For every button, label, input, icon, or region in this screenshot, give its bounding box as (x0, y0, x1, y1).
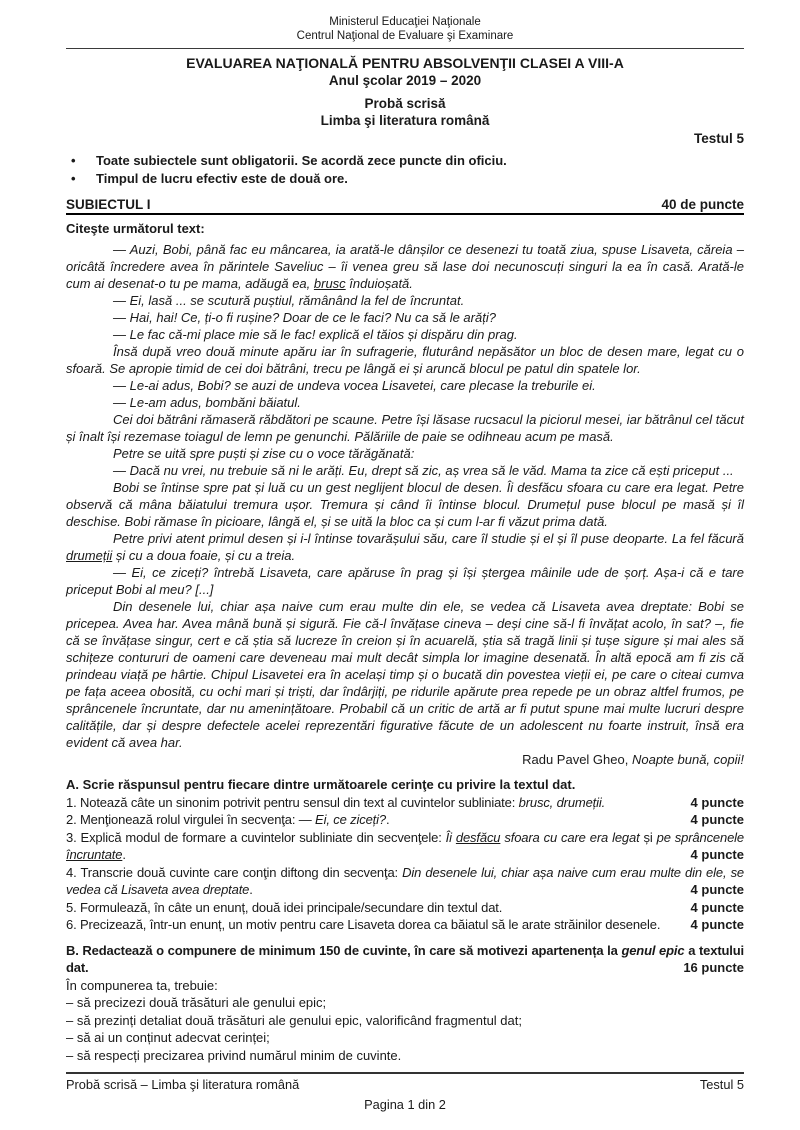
footer-test-number: Testul 5 (699, 1077, 744, 1092)
question-text: 6. Precizează, într-un enunț, un motiv pentru care Lisaveta dorea ca băiatul să le arate străinilor desenele. (66, 917, 661, 932)
excerpt-paragraph: — Ei, lasă ... se scutură puștiul, rămânând la fel de încruntat. (113, 293, 465, 308)
exam-type: Probă scrisă (364, 96, 446, 111)
points-label: 4 puncte (683, 899, 744, 917)
footer-divider (66, 1072, 744, 1074)
section-a-heading: A. Scrie răspunsul pentru fiecare dintre următoarele cerinţe cu privire la textul dat. (66, 777, 576, 792)
question-item-4 (66, 864, 744, 899)
excerpt-paragraph: — Dacă nu vrei, nu trebuie să ni le arăți. Eu, drept să zic, aș vrea să le văd. Mama ta zice că ești priceput ... (113, 463, 734, 478)
work-title: Noapte bună, copii! (631, 752, 744, 767)
page-title: EVALUAREA NAŢIONALĂ PENTRU ABSOLVENŢII CLASEI A VIII-A (186, 55, 624, 71)
points-label: 4 puncte (683, 916, 744, 934)
ministry-line1: Ministerul Educaţiei Naţionale (329, 16, 481, 28)
bullet-icon: • (71, 153, 76, 168)
requirement-item: – să respecți precizarea privind numărul minim de cuvinte. (66, 1047, 402, 1063)
question-item-1 (66, 794, 744, 812)
question-text: 4. Transcrie două cuvinte care conţin diftong din secvenţa: Din desenele lui, chiar așa naive cum erau multe din ele, se vedea că Lisaveta avea dreptate. (66, 864, 745, 897)
requirement-item: – să prezinți detaliat două trăsături ale genului epic, valorificând fragmentul dat; (66, 1012, 522, 1028)
ministry-line2: Centrul Naţional de Evaluare şi Examinare (296, 30, 514, 42)
note-text: Toate subiectele sunt obligatorii. Se acordă zece puncte din oficiu. (96, 153, 507, 168)
points-label: 4 puncte (683, 811, 744, 829)
question-item-6 (66, 916, 744, 934)
school-year: Anul şcolar 2019 – 2020 (328, 73, 482, 88)
excerpt-paragraph: — Le-ai adus, Bobi? se auzi de undeva vocea Lisavetei, care plecase la treburile ei. (113, 378, 596, 393)
points-label: 16 puncte (675, 959, 744, 977)
excerpt-paragraph: — Ei, ce ziceți? întrebă Lisaveta, care apăruse în prag și își ștergea mâinile ude de șorț. Așa-i că e tare priceput Bobi al meu? [...] (66, 565, 744, 597)
excerpt-paragraph: — Hai, hai! Ce, ți-o fi rușine? Doar de ce le faci? Nu ca să le arăți? (113, 310, 496, 325)
section-b-heading (66, 942, 744, 977)
question-item-5 (66, 899, 744, 917)
requirement-item: – să ai un conținut adecvat cerinței; (66, 1030, 270, 1045)
question-text: 1. Notează câte un sinonim potrivit pentru sensul din text al cuvintelor subliniate: brusc, drumeții. (66, 794, 606, 810)
excerpt-paragraph: — Le fac că-mi place mie să le fac! explică el tăios și dispăru din prag. (113, 327, 518, 342)
read-instruction: Citeşte următorul text: (66, 221, 205, 236)
subject-heading (66, 197, 744, 215)
excerpt-paragraph: Petre se uită spre puști și zise cu o voce tărăgănată: (113, 446, 415, 461)
ministry-header (66, 15, 744, 43)
exam-subject: Limba şi literatura română (320, 113, 490, 128)
section-b (66, 942, 744, 1065)
question-text: 5. Formulează, în câte un enunț, două idei principale/secundare din textul dat. (66, 899, 503, 915)
excerpt-paragraph: Însă după vreo două minute apăru iar în sufragerie, fluturând nepăsător un bloc de desen mare, legat cu o sfoară. Se apropie timid de cei doi bătrâni, trecu pe lângă ei și aruncă blocul pe patul din spatele lor. (66, 344, 744, 376)
footer-row (66, 1077, 744, 1093)
points-label: 4 puncte (683, 881, 744, 899)
page-number: Pagina 1 din 2 (364, 1097, 446, 1112)
page-footer (66, 1072, 744, 1113)
excerpt-paragraph: — Le-am adus, bombăni băiatul. (113, 395, 301, 410)
footer-exam-label: Probă scrisă – Limba şi literatura română (66, 1077, 300, 1092)
bullet-icon: • (71, 171, 76, 186)
points-label: 4 puncte (683, 794, 744, 812)
excerpt-paragraph: Cei doi bătrâni rămaseră răbdători pe scaune. Petre își lăsase rucsacul la piciorul mesei, iar bătrânul cel tăcut și înalt își rezemase toiagul de lemn pe genunchi. Pălăriile de paie se odihneau acum pe masă. (66, 412, 744, 444)
attribution (66, 751, 744, 768)
excerpt-paragraph: Bobi se întinse spre pat și luă cu un gest neglijent blocul de desen. Îi desfăcu sfoara cu care era legat. Petre observă că mâna băiatului tremura ușor. Tremura și când îi întinse blocul. Drumețul puse blocul pe masă și îl deschise. Bobi rămase în picioare, lângă el, și se uită la bloc ca și cum l-ar fi văzut prima dată. (66, 480, 744, 529)
test-number: Testul 5 (693, 131, 744, 146)
composition-intro: În compunerea ta, trebuie: (66, 977, 218, 993)
general-notes (66, 152, 744, 188)
literary-excerpt (66, 241, 744, 768)
header-divider (66, 48, 744, 49)
note-text: Timpul de lucru efectiv este de două ore. (96, 171, 348, 186)
question-item-3 (66, 829, 744, 864)
question-text: 2. Menţionează rolul virgulei în secvenţa: — Ei, ce ziceți?. (66, 812, 390, 827)
section-a (66, 776, 744, 934)
question-item-2 (66, 811, 744, 829)
subject-label: SUBIECTUL I (66, 197, 151, 212)
question-text: 3. Explică modul de formare a cuvintelor subliniate din secvenţele: Îi desfăcu sfoara cu care era legat și pe sprâncenele încruntate. (66, 829, 744, 862)
excerpt-paragraph: Petre privi atent primul desen și i-l întinse tovarășului său, care îl studie și el și îl puse deoparte. La fel făcură drumeții și cu a doua foaie, și cu a treia. (66, 531, 744, 563)
author-name: Radu Pavel Gheo, (522, 752, 632, 767)
note-item (66, 170, 744, 188)
excerpt-paragraph: Din desenele lui, chiar așa naive cum erau multe din ele, se vedea că Lisaveta avea dreptate: Bobi se pricepea. Avea har. Avea mână bună și sigură. Fie că-l învățase cineva – deși cine să-l fi învățat acolo, în sat? –, fie că se învățase singur, cert e că știa să lucreze în creion și în acuarelă, știa să tragă linii și tușe sigure și mai ales să schițeze contururi de oameni care deveneau mai mult decât simpla lor imagine desenată. În altă epocă am fi zis că prindeau viață pe hârtie. Chipul Lisavetei era în același timp și o bucată din povestea vieții ei, pe care o citeai cumva pe fața aceea obosită, cu ochi mari și triști, dar îndârjiți, pe ridurile apărute prea repede pe un obraz altfel frumos, pe sprâncenele încruntate, dar nu amenințătoare. Probabil că un critic de artă ar fi putut spune mai multe lucruri despre calitățile, dar și despre defectele acelei reprezentări figurative făcute de un adolescent nu foarte instruit, însă era evident că avea har. (66, 599, 744, 750)
subject-points: 40 de puncte (661, 197, 744, 212)
composition-task-text: B. Redactează o compunere de minimum 150 de cuvinte, în care să motivezi apartenența la genul epic a textului dat. (66, 942, 744, 975)
requirement-item: – să precizezi două trăsături ale genului epic; (66, 995, 327, 1010)
note-item (66, 152, 744, 170)
excerpt-paragraph: — Auzi, Bobi, până fac eu mâncarea, ia arată-le dânșilor ce desenezi tu toată ziua, spuse Lisaveta, căreia – oricâtă încredere avea în părintele Saveliuc – îi venea greu să lase doi necunoscuți singuri la ea în casă. Arată-le cum ai desenat-o tu pe mama, adăugă ea, brusc înduioșată. (66, 242, 744, 291)
points-label: 4 puncte (683, 846, 744, 864)
